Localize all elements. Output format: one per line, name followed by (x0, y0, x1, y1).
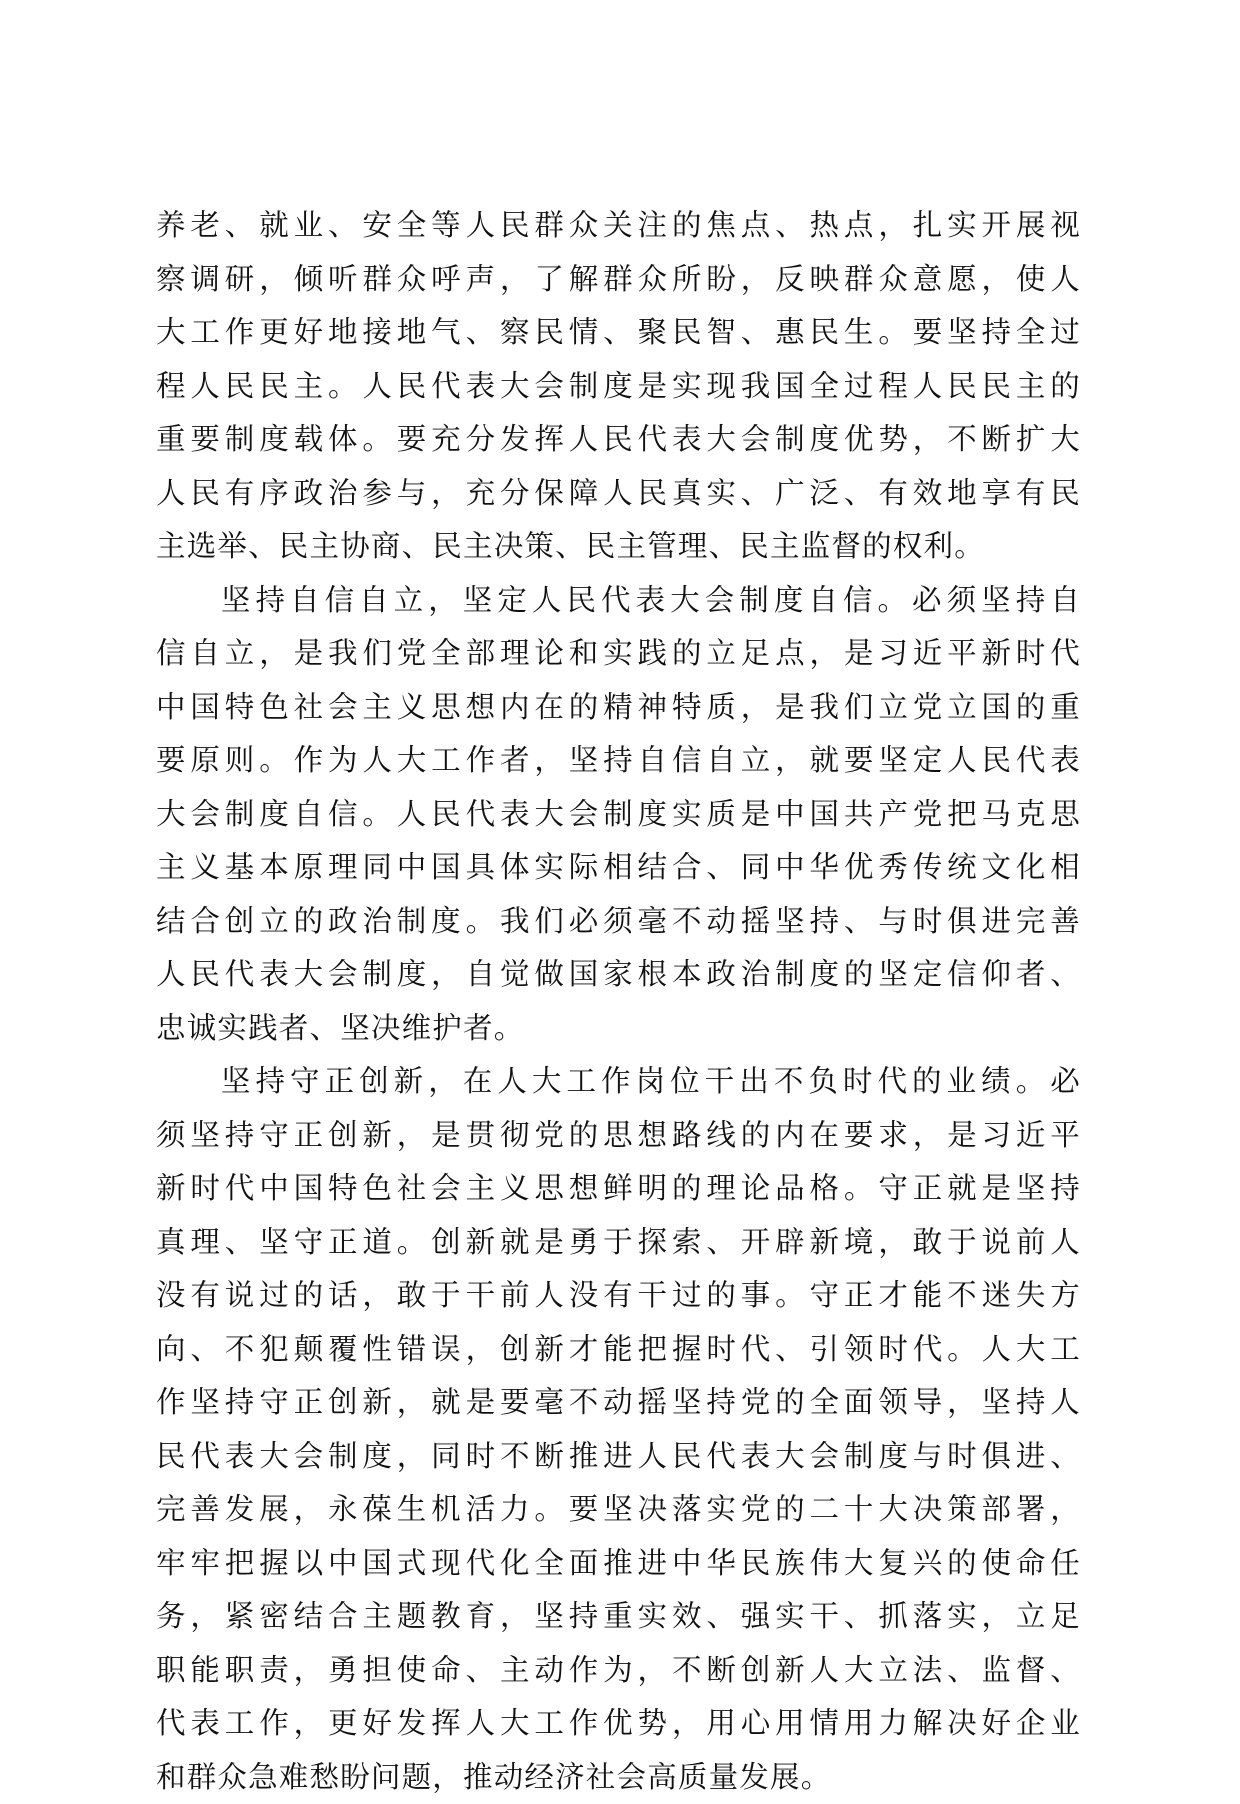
text-line: 人民有序政治参与，充分保障人民真实、广泛、有效地享有民 (156, 467, 1081, 521)
text-line: 程人民民主。人民代表大会制度是实现我国全过程人民民主的 (156, 360, 1081, 414)
paragraph-3 (156, 1055, 1081, 1804)
text-line: 没有说过的话，敢于干前人没有干过的事。守正才能不迷失方 (156, 1269, 1081, 1323)
text-line: 结合创立的政治制度。我们必须毫不动摇坚持、与时俱进完善 (156, 895, 1081, 949)
text-line: 大会制度自信。人民代表大会制度实质是中国共产党把马克思 (156, 788, 1081, 842)
text-line: 向、不犯颠覆性错误，创新才能把握时代、引领时代。人大工 (156, 1323, 1081, 1377)
text-line: 养老、就业、安全等人民群众关注的焦点、热点，扎实开展视 (156, 199, 1081, 253)
text-line: 务，紧密结合主题教育，坚持重实效、强实干、抓落实，立足 (156, 1590, 1081, 1644)
text-line: 主义基本原理同中国具体实际相结合、同中华优秀传统文化相 (156, 841, 1081, 895)
text-line: 作坚持守正创新，就是要毫不动摇坚持党的全面领导，坚持人 (156, 1376, 1081, 1430)
body-text (156, 199, 1081, 1804)
text-line: 主选举、民主协商、民主决策、民主管理、民主监督的权利。 (156, 520, 1081, 574)
text-line: 职能职责，勇担使命、主动作为，不断创新人大立法、监督、 (156, 1644, 1081, 1698)
text-line: 和群众急难愁盼问题，推动经济社会高质量发展。 (156, 1751, 1081, 1804)
text-line: 要原则。作为人大工作者，坚持自信自立，就要坚定人民代表 (156, 734, 1081, 788)
text-line: 坚持自信自立，坚定人民代表大会制度自信。必须坚持自 (156, 574, 1081, 628)
paragraph-2 (156, 574, 1081, 1056)
text-line: 须坚持守正创新，是贯彻党的思想路线的内在要求，是习近平 (156, 1109, 1081, 1163)
text-line: 中国特色社会主义思想内在的精神特质，是我们立党立国的重 (156, 681, 1081, 735)
text-line: 坚持守正创新，在人大工作岗位干出不负时代的业绩。必 (156, 1055, 1081, 1109)
text-line: 忠诚实践者、坚决维护者。 (156, 1002, 1081, 1056)
text-line: 完善发展，永葆生机活力。要坚决落实党的二十大决策部署， (156, 1483, 1081, 1537)
text-line: 牢牢把握以中国式现代化全面推进中华民族伟大复兴的使命任 (156, 1537, 1081, 1591)
text-line: 人民代表大会制度，自觉做国家根本政治制度的坚定信仰者、 (156, 948, 1081, 1002)
text-line: 重要制度载体。要充分发挥人民代表大会制度优势，不断扩大 (156, 413, 1081, 467)
text-line: 察调研，倾听群众呼声，了解群众所盼，反映群众意愿，使人 (156, 253, 1081, 307)
text-line: 民代表大会制度，同时不断推进人民代表大会制度与时俱进、 (156, 1430, 1081, 1484)
text-line: 信自立，是我们党全部理论和实践的立足点，是习近平新时代 (156, 627, 1081, 681)
text-line: 代表工作，更好发挥人大工作优势，用心用情用力解决好企业 (156, 1697, 1081, 1751)
text-line: 大工作更好地接地气、察民情、聚民智、惠民生。要坚持全过 (156, 306, 1081, 360)
text-line: 真理、坚守正道。创新就是勇于探索、开辟新境，敢于说前人 (156, 1216, 1081, 1270)
paragraph-1 (156, 199, 1081, 574)
text-line: 新时代中国特色社会主义思想鲜明的理论品格。守正就是坚持 (156, 1162, 1081, 1216)
